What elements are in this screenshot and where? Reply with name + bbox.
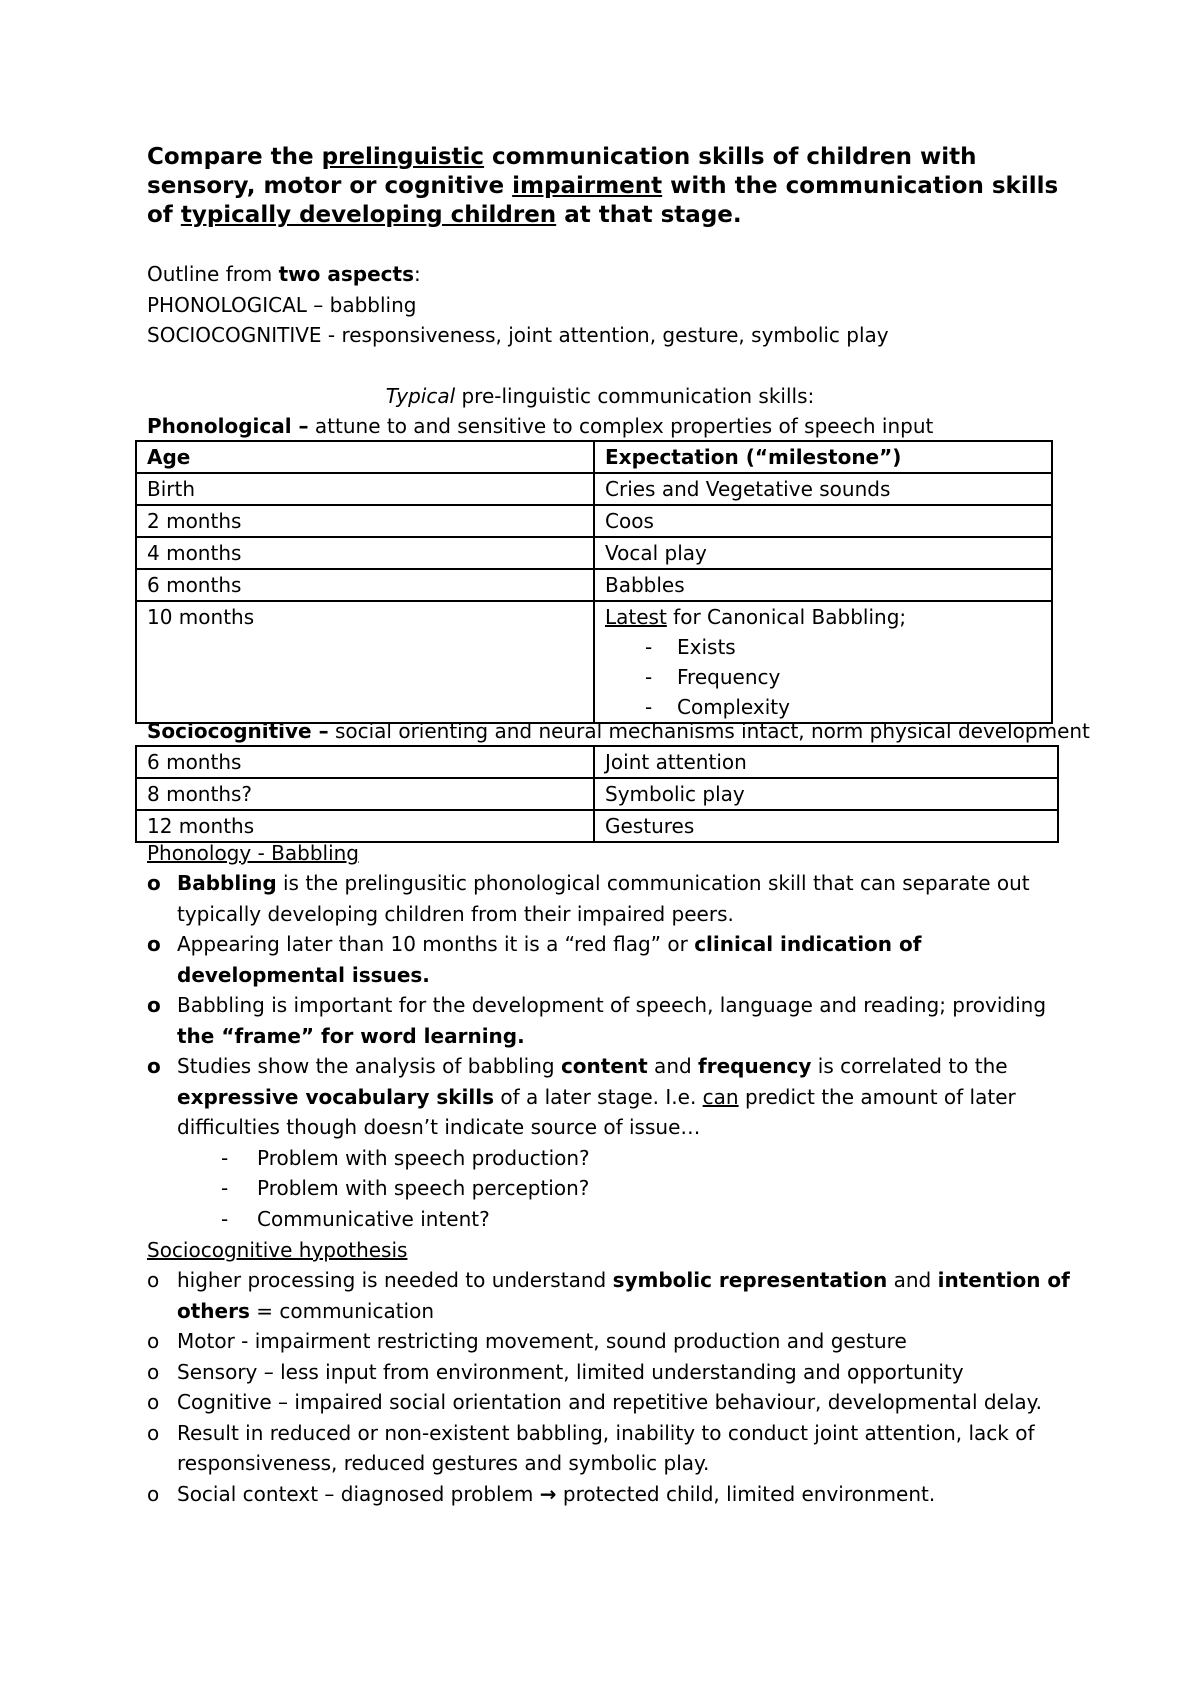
sociocognitive-list	[147, 1265, 1077, 1509]
bullet-icon: o	[147, 1329, 160, 1353]
table-cell	[594, 601, 1052, 723]
item-text: and	[887, 1268, 938, 1292]
table-cell: Babbles	[594, 569, 1052, 601]
item-bold: clinical indication of developmental issues.	[177, 932, 922, 987]
outline-sociocognitive: SOCIOCOGNITIVE - responsiveness, joint attention, gesture, symbolic play	[147, 323, 889, 347]
list-item	[147, 1051, 1077, 1143]
sociocognitive-rest: social orienting and neural mechanisms intact, norm physical development	[328, 719, 1090, 743]
table-cell: 10 months	[136, 601, 594, 723]
list-item	[147, 929, 1077, 990]
bullet-icon: o	[147, 1390, 160, 1414]
list-item: - Complexity	[645, 692, 1041, 722]
bullet-icon: o	[147, 1054, 161, 1078]
table-cell: 2 months	[136, 505, 594, 537]
sociocognitive-section-heading: Sociocognitive hypothesis	[147, 1238, 408, 1262]
title-underlined-impairment: impairment	[512, 173, 663, 199]
outline-intro	[147, 259, 1097, 290]
table-cell: 12 months	[136, 810, 594, 842]
list-item	[147, 990, 1077, 1051]
list-item: - Problem with speech perception?	[221, 1173, 1077, 1204]
list-item	[147, 868, 1077, 929]
item-text: Cognitive – impaired social orientation and repetitive behaviour, developmental delay.	[177, 1390, 1043, 1414]
list-item	[147, 1418, 1077, 1479]
table-cell: 6 months	[136, 569, 594, 601]
item-bold: intention of others	[177, 1268, 1070, 1323]
item-bold: the “frame” for word learning.	[177, 1023, 525, 1048]
bullet-icon: o	[147, 1359, 160, 1384]
list-item	[147, 1387, 1077, 1418]
header-age: Age	[147, 445, 191, 469]
table-cell: 6 months	[136, 746, 594, 778]
table-cell: Joint attention	[594, 746, 1058, 778]
table-row	[136, 601, 1052, 723]
item-bold: symbolic representation	[612, 1268, 888, 1292]
item-underlined: can	[702, 1084, 739, 1109]
item-text: Babbling is important for the development of speech, language and reading; providing	[177, 993, 1047, 1017]
bullet-icon: o	[147, 932, 161, 956]
table-cell: Symbolic play	[594, 778, 1058, 810]
item-bold: expressive vocabulary skills	[177, 1084, 495, 1109]
outline-intro-text: Outline from	[147, 262, 279, 286]
item-text: is the prelingusitic phonological communication skill that can separate out typically developing children from their impaired peers.	[177, 871, 1030, 926]
list-item	[147, 1357, 1077, 1388]
bullet-icon: o	[147, 871, 161, 895]
list-item	[147, 1326, 1077, 1357]
outline-block	[147, 259, 1097, 351]
canonical-criteria-list	[605, 632, 1041, 722]
sociocognitive-heading	[147, 716, 1090, 747]
document-title	[147, 143, 1067, 230]
table-row	[136, 778, 1058, 810]
item-text: of a later stage. I.e.	[494, 1084, 703, 1109]
title-text: Compare the	[147, 144, 322, 170]
item-text: is correlated to the	[811, 1054, 1008, 1078]
item-text: Studies show the analysis of babbling	[177, 1054, 561, 1078]
table-row	[136, 473, 1052, 505]
typical-italic: Typical	[385, 384, 456, 408]
title-text: communication skills of children with sensory, motor or cognitive	[147, 144, 977, 199]
table-header-cell	[136, 441, 594, 473]
typical-skills-heading	[0, 381, 1200, 412]
list-item	[147, 1265, 1077, 1326]
phonological-bold: Phonological –	[147, 414, 309, 438]
bullet-icon: o	[147, 1481, 160, 1506]
item-text: Social context – diagnosed problem	[177, 1481, 540, 1506]
item-text: Sensory – less input from environment, limited understanding and opportunity	[177, 1359, 964, 1384]
list-item: - Frequency	[645, 662, 1041, 692]
sociocognitive-bold: Sociocognitive –	[147, 719, 329, 743]
item-text: Motor - impairment restricting movement, sound production and gesture	[177, 1329, 907, 1353]
item-bold: content	[560, 1054, 648, 1078]
item-text: protected child, limited environment.	[556, 1481, 936, 1506]
table-header-row	[136, 441, 1052, 473]
table-row	[136, 746, 1058, 778]
item-text: Appearing later than 10 months it is a “red flag” or	[177, 932, 695, 956]
title-text: at that stage.	[556, 202, 742, 228]
title-underlined-typically-developing: typically developing children	[180, 202, 557, 228]
item-text: = communication	[249, 1298, 435, 1323]
outline-intro-bold: two aspects	[278, 262, 414, 286]
table-cell: Gestures	[594, 810, 1058, 842]
table-row	[136, 569, 1052, 601]
item-text: higher processing is needed to understand	[177, 1268, 613, 1292]
babbling-section-heading: Phonology - Babbling	[147, 841, 359, 865]
bullet-icon: o	[147, 1268, 160, 1292]
item-bold: Babbling	[177, 871, 277, 895]
babbling-list	[147, 868, 1077, 1143]
table-cell: Vocal play	[594, 537, 1052, 569]
babbling-questions-list	[147, 1143, 1077, 1235]
outline-phonological: PHONOLOGICAL – babbling	[147, 292, 417, 317]
table-cell: Coos	[594, 505, 1052, 537]
item-text: Result in reduced or non-existent babbling, inability to conduct joint attention, lack of responsiveness, reduced gestures and symbolic play.	[177, 1420, 1035, 1475]
title-text: with the communication skills of	[147, 173, 1059, 228]
phonological-rest: attune to and sensitive to complex properties of speech input	[308, 414, 934, 438]
table-cell: Birth	[136, 473, 594, 505]
bullet-icon: o	[147, 993, 161, 1017]
item-bold: frequency	[698, 1054, 812, 1078]
list-item	[147, 1479, 1077, 1510]
table-header-cell	[594, 441, 1052, 473]
phonological-heading	[147, 411, 933, 442]
list-item: - Problem with speech production?	[221, 1143, 1077, 1174]
table-cell: 8 months?	[136, 778, 594, 810]
bullet-icon: o	[147, 1420, 160, 1445]
list-item: - Exists	[645, 632, 1041, 662]
table-row	[136, 537, 1052, 569]
typical-rest: pre-linguistic communication skills:	[455, 384, 815, 408]
table-row	[136, 505, 1052, 537]
item-text: predict the amount of later difficulties though doesn’t indicate source of issue…	[177, 1084, 1016, 1139]
header-expectation: Expectation (“milestone”)	[605, 445, 902, 469]
list-item: - Communicative intent?	[221, 1204, 1077, 1235]
title-underlined-prelinguistic: prelinguistic	[321, 144, 485, 170]
item-text: and	[647, 1054, 699, 1078]
canonical-rest: for Canonical Babbling;	[666, 605, 907, 629]
arrow-right-icon: →	[539, 1481, 557, 1506]
babbling-section	[147, 868, 1077, 1234]
sociocognitive-table	[135, 745, 1059, 843]
sociocognitive-section	[147, 1265, 1077, 1509]
latest-underlined: Latest	[605, 605, 667, 629]
canonical-babbling-line	[605, 602, 1041, 632]
outline-intro-colon: :	[413, 262, 421, 286]
table-cell: Cries and Vegetative sounds	[594, 473, 1052, 505]
phonological-table	[135, 440, 1053, 724]
table-cell: 4 months	[136, 537, 594, 569]
